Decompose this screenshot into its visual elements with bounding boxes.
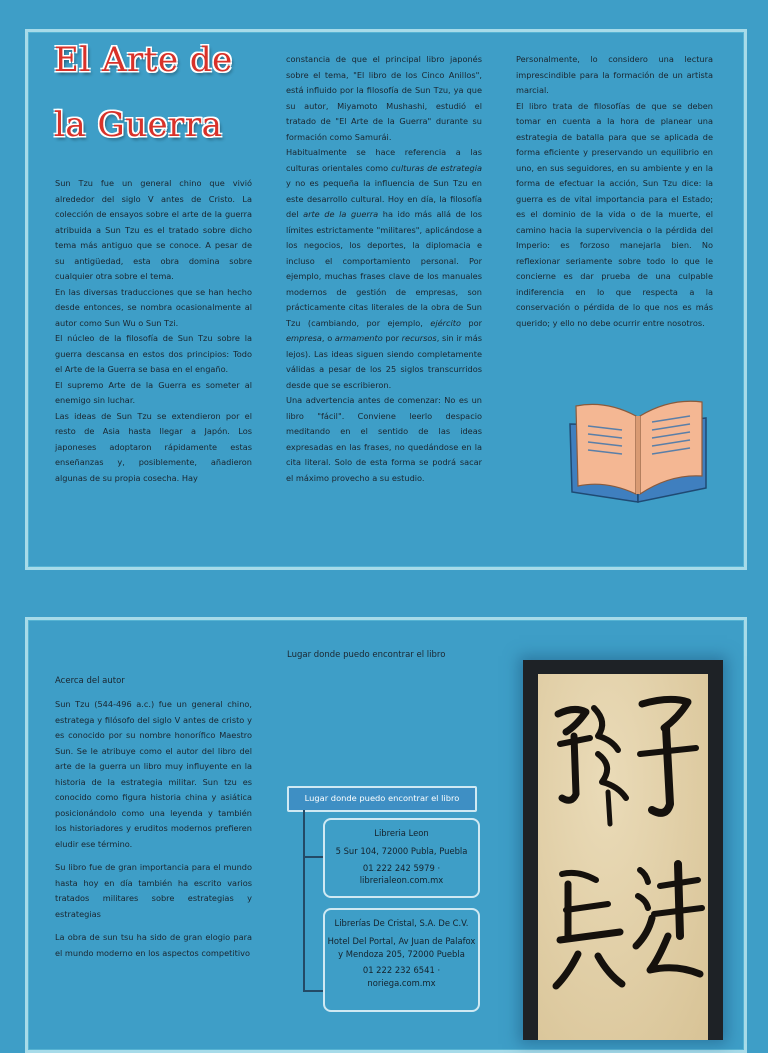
- paragraph: El libro trata de filosofías de que se deben tomar en cuenta a la hora de planear una estrategia de batalla para que se aplicada de forma eficiente y preservando un equilibrio en uno, en sus seguidores, en su ambiente y en la forma de efectuar la acción, Sun Tzu dice: la guerra es de vital importancia para el Estado; es el dominio de la vida o de la muerte, el camino hacia la supervivencia o la pérdida del Imperio: es forzoso manejarla bien. No reflexionar seriamente sobre todo lo que le concierne es dar prueba de una culpable indiferencia en lo que respecta a la conservación o pérdida de lo que nos es más querido; y ello no debe ocurrir entre nosotros.: [516, 100, 713, 328]
- store-website: librerialeon.com.mx: [359, 875, 444, 886]
- paragraph: La obra de sun tsu ha sido de gran elogio para el mundo moderno en los aspectos competitivo: [55, 932, 252, 958]
- where-heading: Lugar donde puedo encontrar el libro: [287, 650, 446, 660]
- paragraph: Su libro fue de gran importancia para el mundo hasta hoy en día también ha escrito varios tratados militares sobre estrategias y estrategias: [55, 862, 252, 919]
- open-book-icon: [566, 398, 710, 506]
- paragraph: Una advertencia antes de comenzar: No es un libro "fácil". Conviene leerlo despacio meditando en el sentido de las ideas expresadas en las frases, no quedándose en la cita literal. Solo de esta forma se podrá sacar el máximo provecho a su estudio.: [286, 395, 482, 483]
- where-callout: Lugar donde puedo encontrar el libro: [287, 786, 477, 812]
- connector-line: [303, 856, 323, 858]
- column-3: [516, 52, 713, 331]
- paragraph: Habitualmente se hace referencia a las culturas orientales como culturas de estrategia y no es pequeña la influencia de Sun Tzu en este desarrollo cultural. Hoy en día, la filosofía del arte de la guerra ha ido más allá de los límites estrictamente "militares", aplicándose a los negocios, los deportes, la diplomacia e incluso el comportamiento personal. Por ejemplo, muchas frases clave de los manuales modernos de gestión de empresas, son prácticamente citas literales de la obra de Sun Tzu (cambiando, por ejemplo, ejército por empresa, o armamento por recursos, sin ir más lejos). Las ideas siguen siendo completamente válidas a pesar de los 25 siglos transcurridos desde que se escribieron.: [286, 147, 483, 390]
- store-website: noriega.com.mx: [367, 977, 436, 988]
- paragraph: El núcleo de la filosofía de Sun Tzu sobre la guerra descansa en estos dos principios: Todo el Arte de la Guerra se basa en el engaño.: [55, 333, 252, 374]
- column-2: [286, 52, 482, 486]
- store-phone: 01 222 242 5979 ·: [362, 862, 441, 873]
- paragraph: El supremo Arte de la Guerra es someter al enemigo sin luchar.: [55, 379, 252, 405]
- paragraph: Las ideas de Sun Tzu se extendieron por el resto de Asia hasta llegar a Japón. Los japoneses adoptaron rápidamente estas enseñanzas y, posiblemente, añadieron algunas de su propia cosecha. Hay: [55, 410, 252, 483]
- about-heading: Acerca del autor: [55, 676, 125, 686]
- store-phone: 01 222 232 6541 ·: [362, 965, 441, 976]
- store-address: 5 Sur 104, 72000 Publa, Puebla: [335, 846, 468, 857]
- title-line-1: El Arte de: [54, 40, 233, 80]
- store-card: [323, 908, 480, 1012]
- paragraph: En las diversas traducciones que se han hecho desde entonces, se nombra ocasionalmente al autor como Sun Wu o Sun Tzi.: [55, 286, 252, 328]
- paragraph: constancia de que el principal libro japonés sobre el tema, "El libro de los Cinco Anillos", está influido por la filosofía de Sun Tzu, ya que su autor, Miyamoto Mushashi, estudió el tratado de "El Arte de la Guerra" durante su formación como Samurái.: [286, 54, 482, 142]
- title-line-2: la Guerra: [54, 105, 223, 145]
- paragraph: Sun Tzu (544-496 a.c.) fue un general chino, estratega y filósofo del siglo V antes de cristo y es conocido por su nombre honorífico Maestro Sun. Se le atribuye como el autor del libro del arte de la guerra un libro muy influyente en la historia de la estrategia militar. Sun tzu es conocido como figura historia china y asiática posicionándolo como una leyenda y también los historiadores y eruditos modernos prefieren eludir ese término.: [55, 699, 252, 849]
- paragraph: Sun Tzu fue un general chino que vivió alrededor del siglo V antes de Cristo. La colección de ensayos sobre el arte de la guerra atribuida a Sun Tzu es el tratado sobre dicho tema más antiguo que se conoce. A pesar de su antigüedad, esta obra domina sobre cualquier otra sobre el tema.: [55, 178, 252, 281]
- store-name: Libreria Leon: [374, 828, 429, 838]
- connector-line: [303, 990, 323, 992]
- column-1: [55, 176, 252, 486]
- store-name: Librerías De Cristal, S.A. De C.V.: [334, 918, 469, 928]
- calligraphy-image: [523, 660, 723, 1040]
- about-column: [55, 697, 252, 961]
- store-card: [323, 818, 480, 898]
- paragraph: Personalmente, lo considero una lectura imprescindible para la formación de un artista marcial.: [516, 54, 713, 95]
- store-address: Hotel Del Portal, Av Juan de Palafox y Mendoza 205, 72000 Puebla: [327, 936, 476, 959]
- connector-line: [303, 810, 305, 992]
- calligraphy-paper: [538, 674, 708, 1040]
- chinese-calligraphy-scroll: [538, 674, 708, 1040]
